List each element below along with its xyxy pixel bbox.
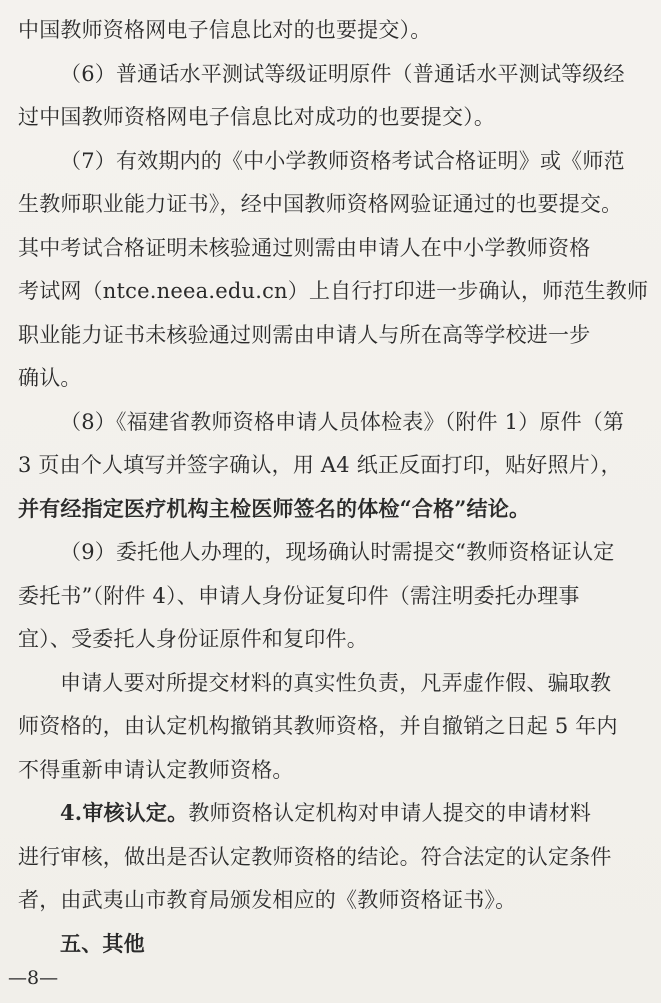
text-line: 师资格的，由认定机构撤销其教师资格，并自撤销之日起 5 年内 — [18, 714, 618, 738]
text-line: （8）《福建省教师资格申请人员体检表》（附件 1）原件（第 — [60, 409, 625, 434]
text-line: （9）委托他人办理的，现场确认时需提交“教师资格证认定 — [60, 540, 615, 564]
text-line: 不得重新申请认定教师资格。 — [18, 757, 294, 782]
text-line: 3 页由个人填写并签字确认，用 A4 纸正反面打印，贴好照片）， — [18, 453, 622, 477]
page-number: —8— — [8, 967, 59, 989]
text-line: 考试网（ntce.neea.edu.cn）上自行打印进一步确认，师范生教师 — [18, 279, 649, 303]
text-line: 者，由武夷山市教育局颁发相应的《教师资格证书》。 — [18, 888, 517, 912]
text-line: 宜）、受委托人身份证原件和复印件。 — [18, 627, 368, 651]
text-line: 过中国教师资格网电子信息比对成功的也要提交）。 — [18, 105, 496, 129]
text-line-bold: 并有经指定医疗机构主检医师签名的体检“合格”结论。 — [18, 495, 531, 521]
text-line: （7）有效期内的《中小学教师资格考试合格证明》或《师范 — [60, 148, 625, 173]
text-line: 申请人要对所提交材料的真实性负责，凡弄虚作假、骗取教 — [60, 670, 612, 695]
text-line: 职业能力证书未核验通过则需由申请人与所在高等学校进一步 — [18, 322, 591, 347]
text-line: 生教师职业能力证书》，经中国教师资格网验证通过的也要提交。 — [18, 192, 623, 216]
section-heading-line: 五、其他 — [60, 930, 145, 956]
text-line: 确认。 — [18, 366, 82, 390]
text-line: （6）普通话水平测试等级证明原件（普通话水平测试等级经 — [60, 61, 625, 86]
text-line: 进行审核，做出是否认定教师资格的结论。符合法定的认定条件 — [18, 844, 612, 869]
section-heading: 4.审核认定。 — [60, 800, 189, 825]
text-line: 委托书”（附件 4）、申请人身份证复印件（需注明委托办理事 — [18, 583, 580, 608]
text-span: 教师资格认定机构对申请人提交的申请材料 — [188, 801, 592, 825]
text-line: 中国教师资格网电子信息比对的也要提交）。 — [18, 18, 432, 42]
text-line: 其中考试合格证明未核验通过则需由申请人在中小学教师资格 — [18, 235, 591, 260]
text-line — [60, 791, 661, 835]
